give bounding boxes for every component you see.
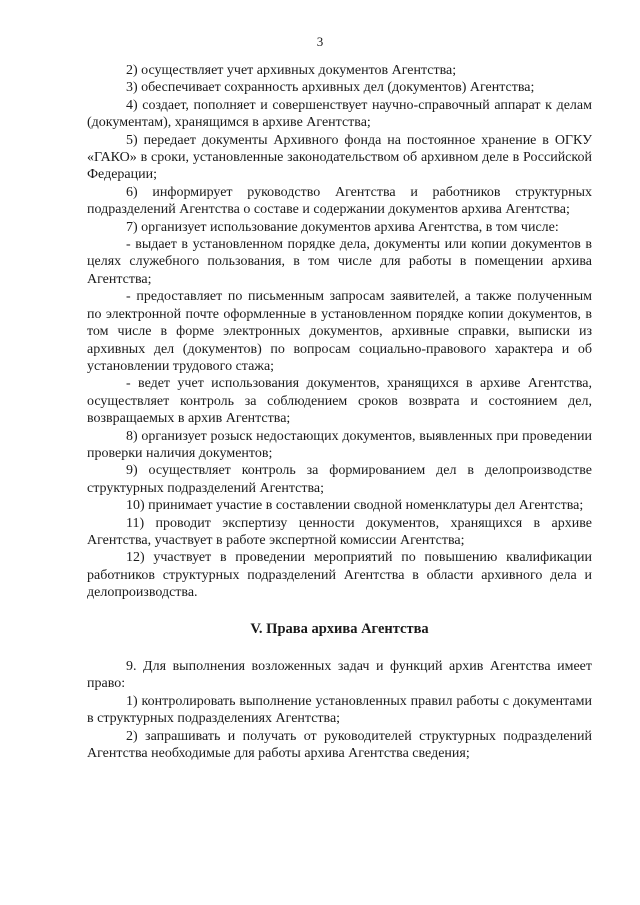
list-item: 8) организует розыск недостающих документов, выявленных при проведении проверки наличия документов; bbox=[87, 428, 592, 461]
list-item: 3) обеспечивает сохранность архивных дел (документов) Агентства; bbox=[126, 80, 535, 96]
list-item: 11) проводит экспертизу ценности документов, хранящихся в архиве Агентства, участвует в работе экспертной комиссии Агентства; bbox=[87, 515, 592, 548]
sub-list-item: - предоставляет по письменным запросам заявителей, а также полученным по электронной почте оформленные в установленном порядке копии документов, в том числе в форме электронных документов, архивные справки, выписки из архивных дел (документов) по вопросам социально-правового характера и об установлении трудового стажа; bbox=[87, 289, 592, 374]
list-item: 12) участвует в проведении мероприятий по повышению квалификации работников структурных подразделений Агентства в области архивного дела и делопроизводства. bbox=[87, 550, 592, 601]
list-item: 7) организует использование документов архива Агентства, в том числе: bbox=[126, 219, 559, 235]
list-item: 4) создает, пополняет и совершенствует научно-справочный аппарат к делам (документам), хранящимся в архиве Агентства; bbox=[87, 97, 592, 131]
document-body bbox=[87, 62, 592, 762]
list-item: 2) осуществляет учет архивных документов Агентства; bbox=[126, 63, 457, 78]
list-item: 1) контролировать выполнение установленных правил работы с документами в структурных подразделениях Агентства; bbox=[87, 693, 592, 727]
clause-paragraph: 9. Для выполнения возложенных задач и функций архив Агентства имеет право: bbox=[87, 659, 592, 692]
list-item: 10) принимает участие в составлении сводной номенклатуры дел Агентства; bbox=[126, 498, 584, 514]
section-heading: V. Права архива Агентства bbox=[250, 620, 429, 637]
sub-list-item: - выдает в установленном порядке дела, документы или копии документов в целях служебного пользования, в том числе для работы в помещении архива Агентства; bbox=[87, 237, 592, 287]
list-item: 9) осуществляет контроль за формированием дел в делопроизводстве структурных подразделений Агентства; bbox=[87, 463, 592, 496]
page-number: 3 bbox=[316, 34, 324, 49]
list-item: 2) запрашивать и получать от руководителей структурных подразделений Агентства необходимые для работы архива Агентства сведения; bbox=[87, 728, 592, 762]
sub-list-item: - ведет учет использования документов, хранящихся в архиве Агентства, осуществляет контроль за соблюдением сроков возврата и состоянием дел, возвращаемых в архив Агентства; bbox=[87, 376, 592, 427]
list-item: 5) передает документы Архивного фонда на постоянное хранение в ОГКУ «ГАКО» в сроки, установленные законодательством об архивном деле в Российской Федерации; bbox=[87, 132, 592, 183]
list-item: 6) информирует руководство Агентства и работников структурных подразделений Агентства о составе и содержании документов архива Агентства; bbox=[87, 184, 592, 218]
